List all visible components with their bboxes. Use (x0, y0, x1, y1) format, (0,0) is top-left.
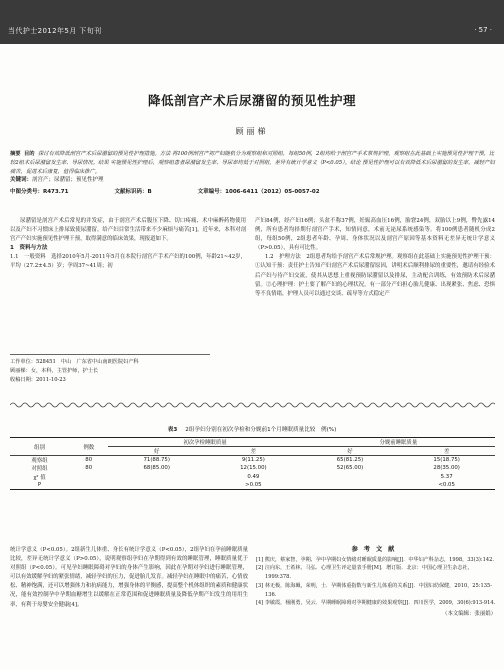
patient-data-paragraph: 产妇84例，经产妇16例；头盆不称37例，妊娠高血压16例，胎窘24例，双胎以上9例，臀先露14例，所有患者均择期行剖宫产手术，知情同意，术前无泌尿系统感染等。将100例患者随机分成2组，每组50例，2组患者年龄、孕周、身体状况以及剖宫产原因等基本资料无差异无统计学意义（P>0.05），具有可比性。 (255, 218, 495, 252)
table-cell: χ² 值 (33, 474, 46, 481)
references (256, 546, 496, 619)
table-cell (69, 472, 108, 480)
body-column-right (255, 217, 495, 299)
table-cell: 65(81.25) (302, 456, 399, 465)
abstract-label: 摘要 (10, 151, 21, 157)
reference-item: [4] 李敏霞，杨刚勇，吴云．早期睡眠障碍对孕期健康的效果观察[J]．四川医学，2009，30(6):913-914. (256, 600, 496, 607)
sleep-quality-table (10, 437, 495, 490)
table-cell: 0.49 (247, 473, 260, 480)
table-cell: 观察组 (10, 456, 69, 465)
article-number: 文章编号：1006-6411（2012）05-0057-02 (197, 189, 320, 195)
subheader-poor: 差 (443, 449, 450, 455)
table-cell: 对照组 (31, 466, 48, 473)
article-author: 顾丽梯 (235, 127, 269, 136)
journal-name: 当代护士2012年5月 下旬刊 (8, 27, 102, 35)
table-cell (302, 481, 399, 489)
received-date: 收稿日期：2011-10-23 (10, 377, 66, 383)
references-heading: 参考文献 (351, 546, 401, 553)
document-code: 文献标识码：B (114, 189, 152, 195)
table-cell: 15(18.75) (398, 456, 495, 465)
subheader-poor: 差 (250, 449, 257, 455)
subheader-good: 好 (154, 449, 160, 455)
subheader-good: 好 (347, 449, 353, 455)
table-cell: 68(85.00) (143, 465, 170, 472)
table-number: 表3 (167, 427, 178, 433)
page-number: · 57 · (474, 26, 492, 34)
footnote (10, 354, 210, 385)
body-column-left (10, 217, 246, 272)
wave-divider (10, 400, 495, 410)
table-cell (69, 481, 108, 489)
table-cell: 71(88.75) (108, 456, 205, 465)
intro-paragraph: 尿潴留是剖宫产术后常见的并发症，由于剖宫产术后腹压下降、切口疼痛、术中麻醉药物使用以及产妇不习惯床上排尿致使尿潴留。给产妇目常生活带来不少麻烦与痛苦[1]。近年来，本科对剖宫产产妇实施预见性护理干预，取得满意的临床效果，现报道如下。 (10, 218, 246, 243)
purpose-label: 目的 (23, 151, 35, 157)
keywords-label: 关键词： (10, 177, 33, 183)
header-before-delivery: 分娩前睡眠质量 (302, 438, 495, 447)
header-count: 例数 (69, 438, 108, 456)
abstract (10, 150, 495, 177)
editor-note: （本文编辑：张丽娟） (442, 610, 496, 617)
table-cell: 28(35.00) (433, 465, 460, 472)
reference-item: [3] 林无极，陈海珮，荣明，士．孕期体重指数与新生儿体重的关系[J]．中国妇幼保健，2010，25:135-136. (256, 582, 492, 598)
reference-item: [2] 汪向东，王希林，马弘．心理卫生评定量表手册[M]．增订版．北京：中国心理卫生杂志社，1999:378. (256, 565, 473, 581)
author-info: 顾丽梯：女，本科，主管护师，护士长 (10, 368, 99, 374)
table-cell: 80 (69, 456, 108, 465)
table-cell: <0.05 (398, 481, 495, 489)
classification-number: 中图分类号：R473.71 (10, 189, 69, 195)
table-cell: 80 (85, 465, 93, 472)
nursing-method-paragraph: 1.2 护理方法 2组患者均给予剖宫产术后常规护理。观察组在此基础上实施预见性护理干预：①认知干预：责任护士告知产妇剖宫产术后尿潴留原因，讲明术后顺利排尿的重要性，邀请有经验术后产妇与待产妇交流，使其从思想上重视预防尿潴留以及排尿，主动配合训练，有效预防术后尿潴留。②心理护理：护士要了解产妇的心理状况，有一部分产妇担心胎儿健康、出现紧张、焦虑、恐惧等不良情绪，护理人员可以通过交谈、疏导等方式稳定产 (255, 254, 495, 297)
table-cell: 12(15.00) (240, 465, 267, 472)
table-row (10, 472, 495, 480)
table-cell (108, 481, 205, 489)
table-title: 2组孕妇分别在初次孕检和分娩前1个月睡眠质量比较 例(%) (185, 427, 337, 433)
article-title: 降低剖宫产术后尿潴留的预见性护理 (147, 93, 356, 108)
discussion-paragraph: 统计学意义（P<0.05）。2组新生儿体重、身长有统计学意义（P<0.05），2组孕妇在孕前睡眠质量比较，差异无统计学意义（P>0.05），说明观察组孕妇在孕期得到有效的睡眠管理，睡眠质量优于对照组（P<0.05）。可见孕妇睡眠障碍对孕妇的身体产生影响，因此在孕期对孕妇进行睡眠管理，可以有效缓解孕妇的紧张情绪，减轻孕妇的压力，促进胎儿发育。减轻孕妇在睡眠中的痛苦，心情放松、精神饱满，还可以增强体力和抗病能力，增强身体的平衡感，提高整个机体组织的素质和健康状况，能有效控制孕中孕期血糖增生以缓解在正常范围和促进睡眠质量及降低孕期产妇发生的用用生率，有利于母婴安全健康[4]。 (10, 547, 248, 608)
header-first-exam: 初次孕检睡眠质量 (108, 438, 301, 447)
table-cell: P (10, 481, 69, 489)
discussion-column (10, 546, 248, 610)
keywords-text: 剖宫产；尿潴留；预见性护理 (32, 177, 104, 183)
table-cell: 9(11.25) (205, 456, 302, 465)
section-heading: 1 资料与方法 (10, 245, 48, 252)
table-cell: 52(65.00) (336, 465, 364, 472)
table-caption (0, 425, 504, 433)
table-row (10, 481, 495, 489)
table-cell (108, 472, 205, 480)
keywords (10, 176, 495, 185)
journal-header (0, 0, 504, 44)
table-row (10, 456, 495, 465)
work-unit: 工作单位：528451 中山 广东省中山南朗医院妇产科 (10, 359, 139, 365)
table-row (10, 464, 495, 472)
general-data-paragraph: 1.1 一般资料 选择2010年5月-2011年5月在本院行剖宫产手术产妇的100例，年龄21~42岁，平均（27.2±4.5）岁；孕周37~41周；初 (10, 254, 246, 270)
abstract-text: 探讨有效降低剖宫产术后尿潴留的预见性护理措施。方法 将100例剖宫产初产妇随机分为观察组和对照组，每组50例，2组均给予剖宫产手术常规护理，观察组在此基础上实施预见性护理干预，比较2组术后尿潴留发生率、导尿情况。结果 实施预见性护理后，观察组患者尿潴留发生率、导尿率均低于对照组，差异有统计学意义（P<0.05）。结论 预见性护理可以有效降低术后尿潴留的发生率，减轻产妇痛苦，促进术后康复，值得临床推广。 (10, 151, 495, 175)
classification-line (10, 187, 495, 195)
table-cell (302, 472, 399, 480)
header-group: 组别 (10, 438, 69, 456)
reference-item: [1] 熊庆，蔡家智，孕期、孕中孕期妇女情绪对睡眠质量的影响[J]．中华妇产科杂志，1998，33(3):142. (256, 556, 494, 563)
table-cell: >0.05 (205, 481, 302, 489)
table-cell: 5.37 (440, 473, 453, 480)
